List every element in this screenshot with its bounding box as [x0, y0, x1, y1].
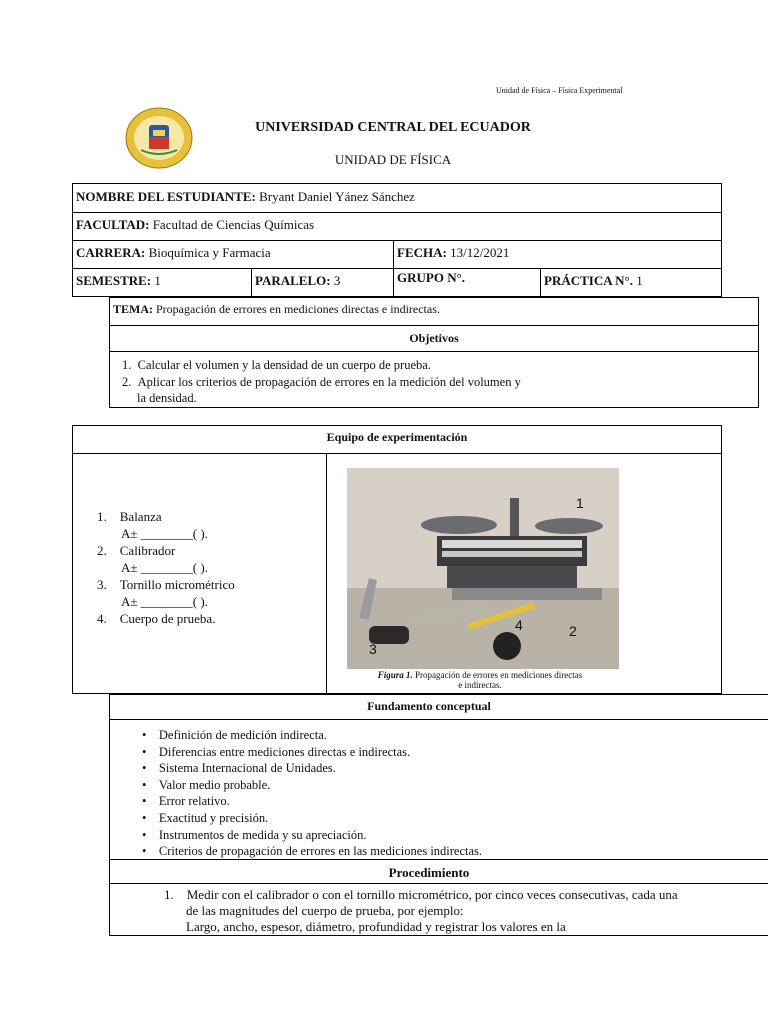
- topic-label: TEMA:: [113, 302, 153, 316]
- photo-label-4: 4: [515, 617, 523, 633]
- faculty-value: Facultad de Ciencias Químicas: [152, 217, 315, 232]
- unit-title: UNIDAD DE FÍSICA: [334, 152, 452, 167]
- date-value: 13/12/2021: [450, 245, 510, 260]
- equipment-accuracy: A± ________( ).: [121, 594, 208, 609]
- career-label: CARRERA:: [76, 245, 146, 260]
- student-name-value: Bryant Daniel Yánez Sánchez: [259, 189, 415, 204]
- career-value: Bioquímica y Farmacia: [148, 245, 271, 260]
- parallel-label: PARALELO:: [255, 273, 331, 288]
- concept-item: • Exactitud y precisión.: [142, 810, 269, 825]
- procedure-title: Procedimiento: [388, 865, 470, 880]
- photo-label-2: 2: [569, 623, 577, 639]
- concept-item: • Diferencias entre mediciones directas e indirectas.: [142, 744, 411, 759]
- procedure-step-line: Largo, ancho, espesor, diámetro, profundidad y registrar los valores en la: [186, 919, 566, 934]
- faculty-label: FACULTAD:: [76, 217, 150, 232]
- semester-label: SEMESTRE:: [76, 273, 152, 288]
- concept-item: • Instrumentos de medida y su apreciación.: [142, 827, 367, 842]
- header-unit-note: Unidad de Física – Física Experimental: [496, 86, 623, 95]
- practice-label: PRÁCTICA N°.: [544, 273, 633, 288]
- procedure-step-line: de las magnitudes del cuerpo de prueba, por ejemplo:: [186, 903, 464, 918]
- student-name-label: NOMBRE DEL ESTUDIANTE:: [76, 189, 256, 204]
- objectives-title: Objetivos: [409, 331, 459, 345]
- group-label: GRUPO N°.: [397, 270, 466, 285]
- parallel-value: 3: [333, 273, 341, 288]
- conceptual-procedure-table: [109, 694, 768, 936]
- practice-value: 1: [636, 273, 643, 288]
- concept-item: • Sistema Internacional de Unidades.: [142, 761, 336, 776]
- objective-item: 1. Calcular el volumen y la densidad de un cuerpo de prueba.: [122, 358, 431, 372]
- equipment-accuracy: A± ________( ).: [121, 560, 208, 575]
- photo-label-1: 1: [576, 495, 584, 511]
- figure-caption: Figura 1. Propagación de errores en mediciones directas e indirectas.: [377, 670, 583, 690]
- topic-objectives-table: [109, 297, 759, 408]
- topic-value: Propagación de errores en mediciones directas e indirectas.: [156, 302, 440, 316]
- objective-item: 2. Aplicar los criterios de propagación de errores en la medición del volumen y: [122, 374, 521, 389]
- student-info-table: [72, 183, 722, 297]
- equipment-item: 4. Cuerpo de prueba.: [97, 611, 216, 626]
- date-label: FECHA:: [397, 245, 447, 260]
- equipment-title: Equipo de experimentación: [326, 430, 468, 444]
- photo-label-3: 3: [369, 641, 377, 657]
- university-title: UNIVERSIDAD CENTRAL DEL ECUADOR: [255, 120, 531, 135]
- equipment-item: 2. Calibrador: [97, 543, 176, 558]
- equipment-item: 1. Balanza: [97, 509, 162, 524]
- concept-item: • Criterios de propagación de errores en las mediciones indirectas.: [142, 844, 483, 859]
- semester-value: 1: [154, 273, 161, 288]
- equipment-item: 3. Tornillo micrométrico: [97, 577, 235, 592]
- conceptual-title: Fundamento conceptual: [367, 699, 491, 713]
- concept-item: • Definición de medición indirecta.: [142, 728, 327, 742]
- procedure-step: 1. Medir con el calibrador o con el tornillo micrométrico, por cinco veces consecutivas, cada una: [164, 887, 678, 902]
- concept-item: • Error relativo.: [142, 794, 230, 809]
- equipment-photo: [347, 468, 619, 669]
- objective-item-continuation: la densidad.: [137, 391, 197, 406]
- concept-item: • Valor medio probable.: [142, 777, 271, 792]
- equipment-accuracy: A± ________( ).: [121, 526, 208, 541]
